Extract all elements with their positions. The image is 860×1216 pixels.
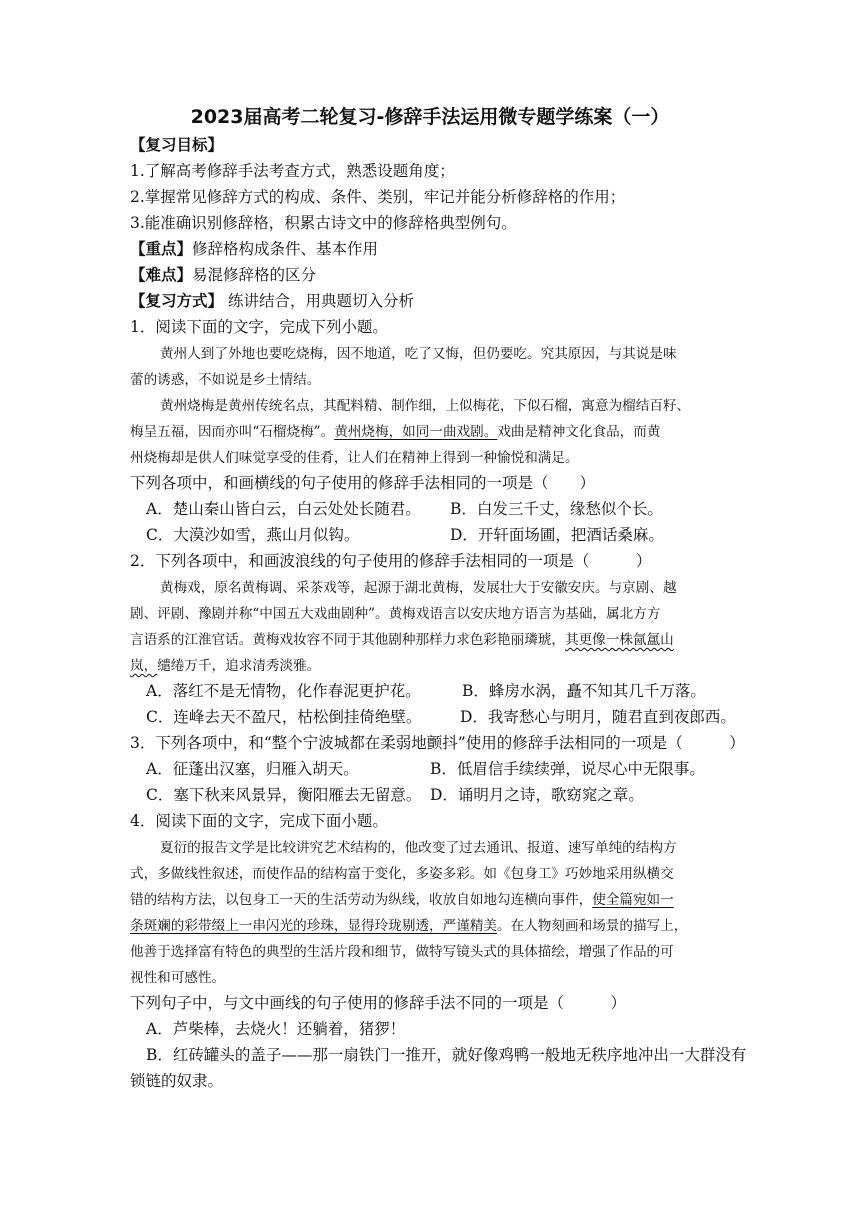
- key-point: [130, 237, 378, 261]
- q2-passage-line: [130, 653, 320, 679]
- q1-passage-line: 黄州人到了外地也要吃烧梅，因不地道，吃了又悔，但仍要吃。究其原因，与其说是味: [160, 346, 677, 362]
- key-label: 【重点】: [130, 239, 193, 258]
- difficulty: [130, 263, 316, 287]
- q2-passage-line: 黄梅戏，原名黄梅调、采茶戏等，起源于湖北黄梅，发展壮大于安徽安庆。与京剧、越: [160, 580, 677, 596]
- method-text: 练讲结合，用典题切入分析: [223, 292, 414, 310]
- q3-stem: 3．下列各项中，和“整个宁波城都在柔弱地颤抖”使用的修辞手法相同的一项是（ ）: [130, 734, 745, 752]
- q3-option-b[interactable]: B．低眉信手续续弹，说尽心中无限事。: [430, 760, 705, 778]
- q2-text: 言语系的江淮官话。黄梅戏妆容不同于其他剧种那样力求色彩艳丽璘琥，: [130, 632, 565, 648]
- q2-text: 缱绻万千，追求清秀淡雅。: [157, 658, 321, 674]
- q2-passage-line: [130, 627, 674, 653]
- q4-option-a[interactable]: A．芦柴棒，去烧火！还躺着，猪猡！: [146, 1020, 406, 1038]
- q4-passage-line: 夏衍的报告文学是比较讲究艺术结构的，他改变了过去通讯、报道、速写单纯的结构方: [160, 840, 677, 856]
- q1-passage-line: [130, 419, 660, 445]
- q4-underlined-sentence: 条斑斓的彩带缀上一串闪光的珍珠，显得玲珑剔透，严谨精美: [130, 918, 498, 934]
- q3-option-d[interactable]: D．诵明月之诗，歌窈窕之章。: [430, 786, 644, 804]
- goal-2: 2.掌握常见修辞方式的构成、条件、类别，牢记并能分析修辞格的作用；: [130, 188, 626, 206]
- q1-option-c[interactable]: C．大漠沙如雪，燕山月似钩。: [146, 526, 360, 544]
- q4-passage-line: 视性和可感性。: [130, 970, 226, 986]
- q4-text: 。在人物刻画和场景的描写上，: [497, 918, 688, 934]
- q1-stem: 1．阅读下面的文字，完成下列小题。: [130, 318, 388, 336]
- q2-passage-line: 剧、评剧、豫剧并称“中国五大戏曲剧种”。黄梅戏语言以安庆地方语言为基础，属北方方: [130, 606, 661, 622]
- goal-1: 1.了解高考修辞手法考查方式，熟悉设题角度；: [130, 162, 455, 180]
- q1-passage-line: 州烧梅却是供人们味觉享受的佳肴，让人们在精神上得到一种愉悦和满足。: [130, 450, 579, 466]
- q1-text: 梅呈五福，因而亦叫“石榴烧梅”。: [130, 424, 335, 440]
- q2-option-d[interactable]: D．我寄愁心与明月，随君直到夜郎西。: [460, 708, 736, 726]
- q1-option-b[interactable]: B．白发三千丈，缘愁似个长。: [450, 500, 663, 518]
- q1-question: 下列各项中，和画横线的句子使用的修辞手法相同的一项是（ ）: [130, 474, 596, 492]
- q2-stem: 2．下列各项中，和画波浪线的句子使用的修辞手法相同的一项是（ ）: [130, 552, 652, 570]
- q4-option-b-cont: 锁链的奴隶。: [130, 1072, 224, 1090]
- q2-option-b[interactable]: B．蜂房水涡，矗不知其几千万落。: [462, 682, 706, 700]
- q4-passage-line: 他善于选择富有特色的典型的生活片段和细节，做特写镜头式的具体描绘，增强了作品的可: [130, 944, 674, 960]
- q1-underlined-sentence: 黄州烧梅，如同一曲戏剧。: [334, 424, 498, 440]
- q1-passage-line: 黄州烧梅是黄州传统名点，其配料精、制作细，上似梅花，下似石榴，寓意为榴结百籽、: [160, 398, 691, 414]
- key-text: 修辞格构成条件、基本作用: [192, 240, 379, 258]
- q4-question: 下列句子中，与文中画线的句子使用的修辞手法不同的一项是（ ）: [130, 994, 627, 1012]
- goal-3: 3.能准确识别修辞格，积累古诗文中的修辞格典型例句。: [130, 214, 517, 232]
- review-method: [130, 289, 414, 313]
- diff-label: 【难点】: [130, 265, 193, 284]
- q1-text: 戏曲是精神文化食品，而黄: [497, 424, 661, 440]
- q3-option-c[interactable]: C．塞下秋来风景异，衡阳雁去无留意。: [146, 786, 422, 804]
- q4-passage-line: [130, 913, 687, 939]
- q4-option-b[interactable]: B．红砖罐头的盖子——那一扇铁门一推开，就好像鸡鸭一般地无秩序地冲出一大群没有: [146, 1046, 747, 1064]
- q4-underlined-sentence: 使全篇宛如一: [592, 892, 674, 908]
- q4-stem: 4．阅读下面的文字，完成下面小题。: [130, 812, 388, 830]
- method-label: 【复习方式】: [130, 291, 224, 310]
- q2-wavy-sentence: 其更像一株氤氲山: [565, 632, 674, 648]
- q3-option-a[interactable]: A．征蓬出汉塞，归雁入胡天。: [146, 760, 359, 778]
- q4-passage-line: [130, 887, 674, 913]
- q2-option-a[interactable]: A．落红不是无情物，化作春泥更护花。: [146, 682, 421, 700]
- goal-heading: 【复习目标】: [130, 135, 224, 154]
- diff-text: 易混修辞格的区分: [192, 266, 317, 284]
- q4-passage-line: 式，多做线性叙述，而使作品的结构富于变化，多姿多彩。如《包身工》巧妙地采用纵横交: [130, 866, 674, 882]
- q1-option-d[interactable]: D．开轩面场圃，把酒话桑麻。: [450, 526, 664, 544]
- q1-option-a[interactable]: A．楚山秦山皆白云，白云处处长随君。: [146, 500, 421, 518]
- page-title: 2023届高考二轮复习-修辞手法运用微专题学练案（一）: [190, 106, 670, 128]
- q4-text: 错的结构方法，以包身工一天的生活劳动为纵线，收放自如地勾连横向事件，: [130, 892, 593, 908]
- q2-option-c[interactable]: C．连峰去天不盈尺，枯松倒挂倚绝壁。: [146, 708, 422, 726]
- q1-passage-line: 蕾的诱惑，不如说是乡土情结。: [130, 372, 321, 388]
- q2-wavy-sentence: 岚，: [130, 658, 158, 674]
